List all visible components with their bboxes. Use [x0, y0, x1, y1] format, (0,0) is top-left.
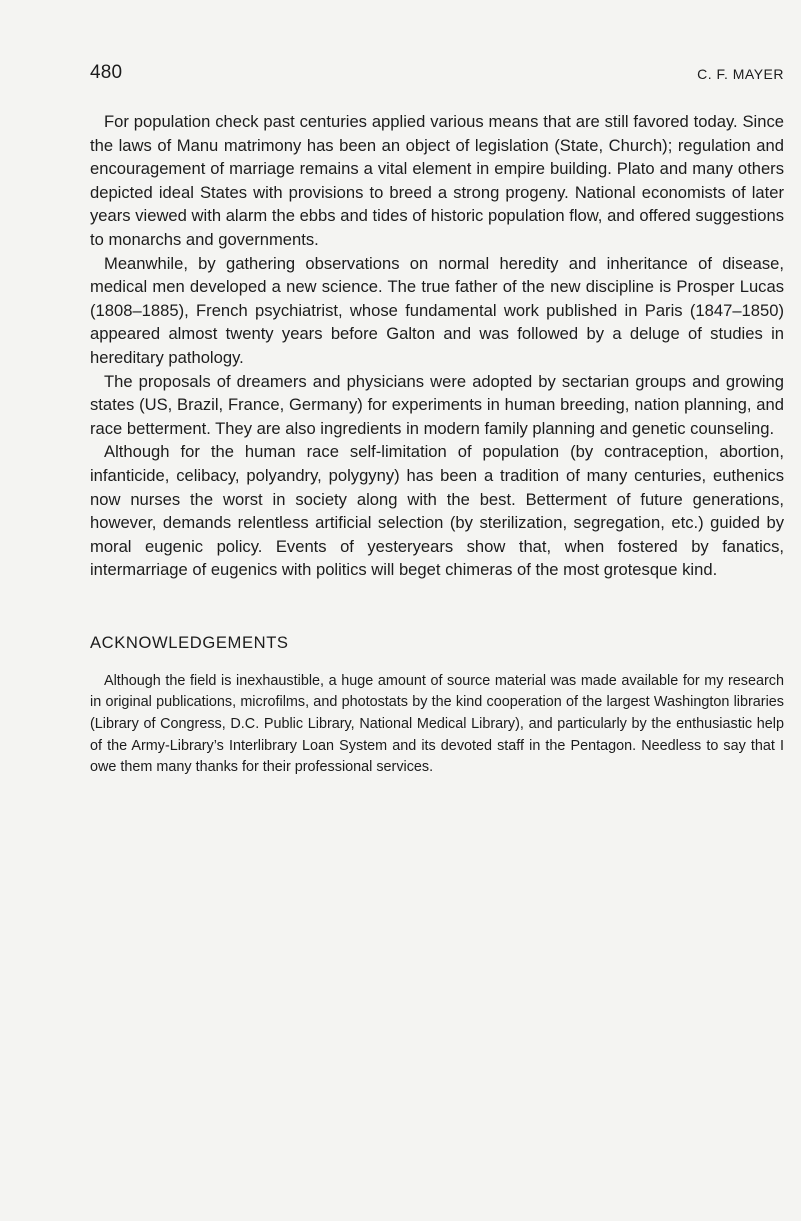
acknowledgements-heading: ACKNOWLEDGEMENTS	[90, 632, 289, 652]
running-header	[90, 62, 784, 88]
paragraph-human-breeding: The proposals of dreamers and physicians were adopted by sectarian groups and growing states (US, Brazil, France, Germany) for experiments in human breeding, nation planning, and race betterment. They are also ingredients in modern family planning and genetic counseling.	[90, 371, 784, 438]
paragraph-eugenic-policy: Although for the human race self-limitation of population (by contraception, abortion, infanticide, celibacy, polyandry, polygyny) has been a tradition of many centuries, euthenics now nurses the worst in society along with the best. Betterment of future generations, however, demands relentless artificial selection (by sterilization, segregation, etc.) guided by moral eugenic policy. Events of yesteryears show that, when fostered by fanatics, intermarriage of eugenics with politics will beget chimeras of the most grotesque kind.	[90, 442, 784, 580]
author-running-head: C. F. MAYER	[697, 66, 784, 82]
paragraph-heredity-science: Meanwhile, by gathering observations on normal heredity and inheritance of disease, medical men developed a new science. The true father of the new discipline is Prosper Lucas (1808–1885), French psychiatrist, whose fundamental work published in Paris (1847–1850) appeared almost twenty years before Galton and was followed by a deluge of studies in hereditary pathology.	[90, 253, 784, 367]
book-page	[90, 62, 784, 779]
acknowledgements-paragraph: Although the field is inexhaustible, a huge amount of source material was made available for my research in original publications, microfilms, and photostats by the kind cooperation of the largest Washington libraries (Library of Congress, D.C. Public Library, National Medical Library), and particularly by the enthusiastic help of the Army-Library’s Interlibrary Loan System and its devoted staff in the Pentagon. Needless to say that I owe them many thanks for their professional services.	[90, 672, 784, 776]
page-number: 480	[90, 62, 123, 83]
paragraph-population-check: For population check past centuries applied various means that are still favored today. Since the laws of Manu matrimony has been an object of legislation (State, Church); regulation and encouragement of marriage remains a vital element in empire building. Plato and many others depicted ideal States with provisions to breed a strong progeny. National economists of later years viewed with alarm the ebbs and tides of historic population flow, and offered suggestions to monarchs and governments.	[90, 112, 784, 249]
body-text	[90, 110, 784, 582]
